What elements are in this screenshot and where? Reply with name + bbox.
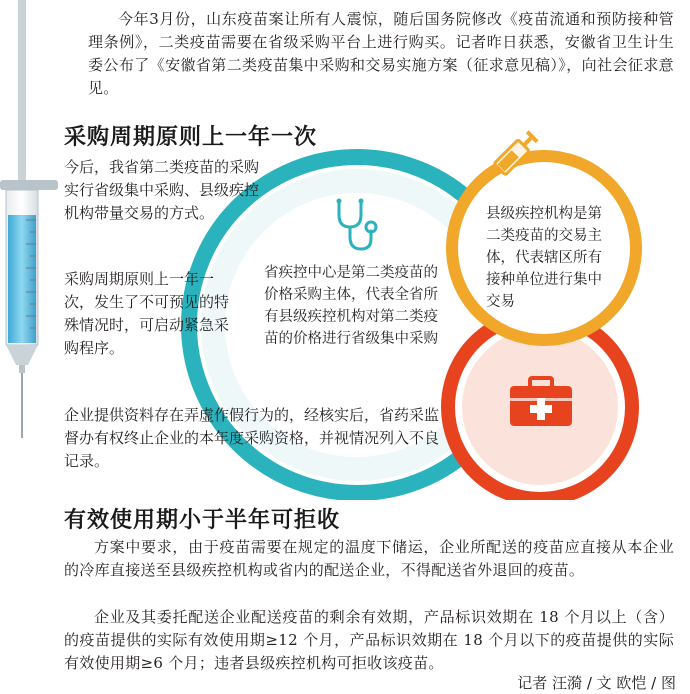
left-text-procurement-method: 今后，我省第二类疫苗的采购实行省级集中采购、县级疾控机构带量交易的方式。 — [64, 158, 260, 222]
left-text-procurement-cycle: 采购周期原则上一年一次，发生了不可预见的特殊情况时，可启动紧急采购程序。 — [64, 270, 230, 357]
small-syringe-icon — [476, 122, 546, 194]
first-aid-kit-icon — [508, 376, 574, 428]
paragraph-storage-delivery: 方案中要求，由于疫苗需要在规定的温度下储运，企业所配送的疫苗应直接从本企业的冷库直接送至县级疾控机构或省内的配送企业，不得配送省外退回的疫苗。 — [64, 538, 674, 579]
section-heading-shelf-life: 有效使用期小于半年可拒收 — [64, 508, 341, 533]
orange-circle-text: 县级疾控机构是第二类疫苗的交易主体，代表辖区所有接种单位进行集中交易 — [486, 206, 602, 310]
section-heading-procurement-cycle: 采购周期原则上一年一次 — [64, 125, 318, 150]
teal-circle-text: 省疾控中心是第二类疫苗的价格采购主体，代表全省所有县级疾控机构对第二类疫苗的价格进行省级集中采购 — [264, 265, 438, 347]
byline-credit: 记者 汪漪 / 文 欧恺 / 图 — [517, 674, 676, 692]
left-text-fraud-penalty: 企业提供资料存在弄虚作假行为的，经核实后，省药采监督办有权终止企业的本年度采购资格，并视情况列入不良记录。 — [64, 406, 440, 470]
paragraph-shelf-life-rules: 企业及其委托配送企业配送疫苗的剩余有效期，产品标识效期在 18 个月以上（含）的疫苗提供的实际有效使用期≥12 个月，产品标识效期在 18 个月以下的疫苗提供的实际有效使用期≥6 个月；违者县级疾控机构可拒收该疫苗。 — [64, 608, 674, 672]
intro-paragraph: 今年3月份，山东疫苗案让所有人震惊，随后国务院修改《疫苗流通和预防接种管理条例》，二类疫苗需要在省级采购平台上进行购买。记者昨日获悉，安徽省卫生计生委公布了《安徽省第二类疫苗集中采购和交易实施方案（征求意见稿）》，向社会征求意见。 — [88, 10, 674, 97]
stethoscope-icon — [333, 197, 379, 255]
